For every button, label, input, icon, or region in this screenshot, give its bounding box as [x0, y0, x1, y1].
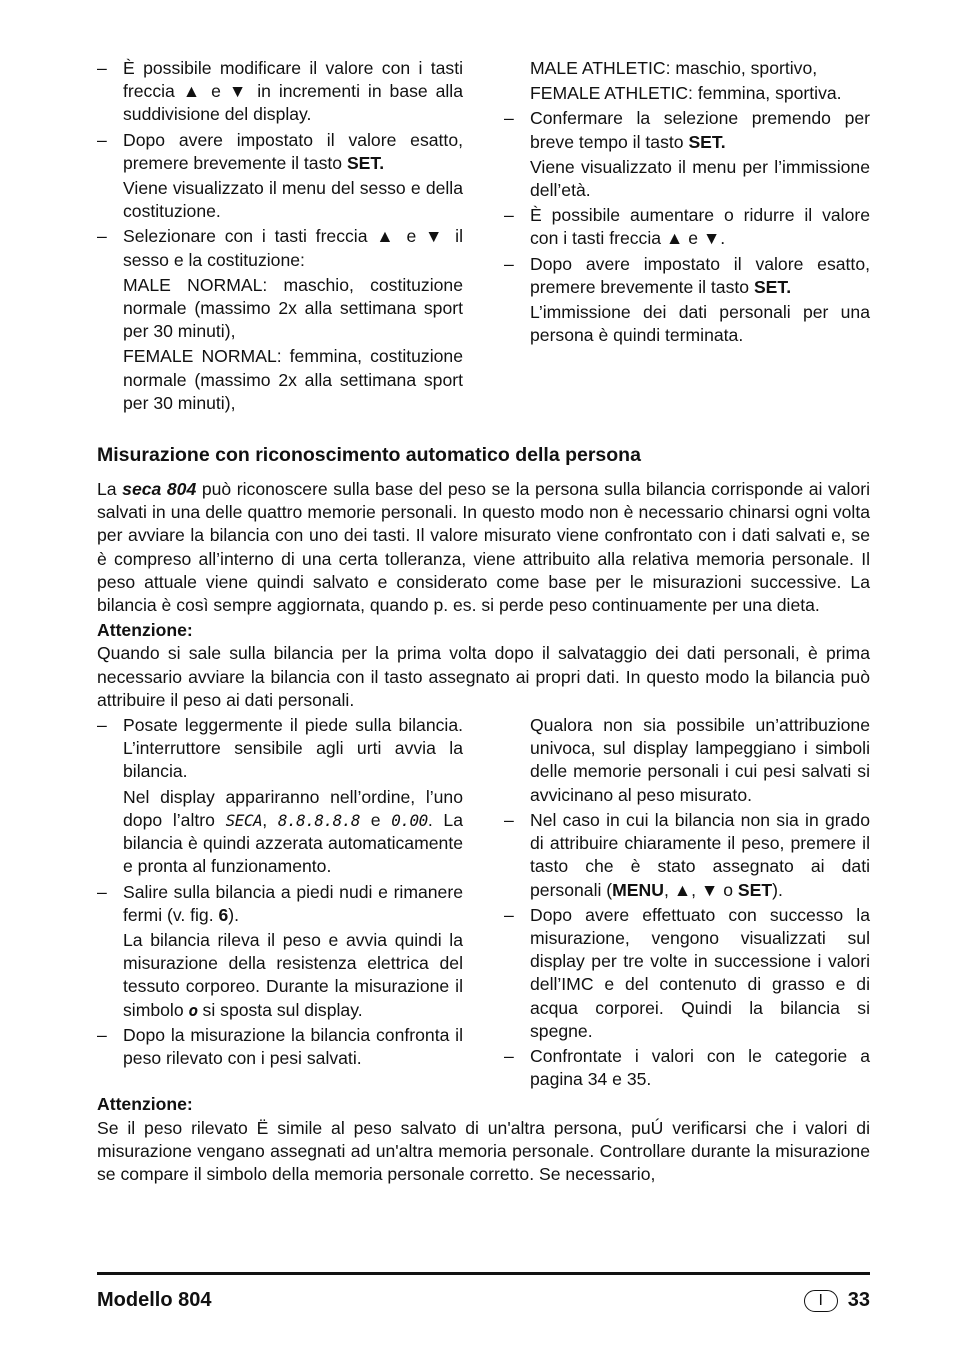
dash-bullet: – [504, 108, 514, 129]
dash-bullet: – [504, 904, 514, 925]
item-text: La bilancia rileva il peso e avvia quindi la misurazione della resistenza elettrica del tessuto corporeo. Durante la misurazione il simbolo o si sposta sul display. [123, 929, 463, 1020]
item-text: Selezionare con i tasti freccia ▲ e ▼ il sesso e la costituzione: [123, 226, 463, 270]
list-item [97, 57, 463, 127]
menu-key-label: MENU [612, 879, 664, 900]
item-text: Viene visualizzato il menu per l’immissione dell’età. [530, 156, 870, 201]
item-text: È possibile modificare il valore con i tasti freccia ▲ e ▼ in incrementi in base alla suddivisione del display. [123, 58, 463, 125]
page-content [97, 57, 870, 1186]
item-text: Dopo avere effettuato con successo la misurazione, vengono visualizzati sul display per tre volte in successione i valori dell’IMC e del contenuto di grasso e di acqua corporei. Quindi la bilancia si spegne. [530, 904, 870, 1041]
attention-text: Se il peso rilevato Ë simile al peso salvato di un'altra persona, puÚ verificarsi che i valori di misurazione vengano assegnati ad un'altra memoria personale. Controllare durante la misurazione se compare il simbolo della memoria personale corretto. Se necessario, [97, 1117, 870, 1184]
dash-bullet: – [504, 809, 514, 830]
set-key-label: SET. [688, 131, 726, 152]
list-item [504, 107, 870, 202]
attention-label: Attenzione: [97, 620, 193, 641]
page-footer [97, 1272, 870, 1312]
lcd-zero-display: 0.00 [391, 810, 428, 830]
page-info [804, 1289, 870, 1312]
top-left-column [97, 57, 463, 415]
dash-bullet: – [97, 226, 107, 247]
item-text: Dopo la misurazione la bilancia confronta il peso rilevato con i pesi salvati. [123, 1024, 463, 1068]
item-text: Confermare la selezione premendo per breve tempo il tasto SET. [530, 108, 870, 152]
item-text: Posate leggermente il piede sulla bilancia. L’interruttore sensibile agli urti avvia la bilancia. [123, 715, 463, 782]
dash-bullet: – [97, 1024, 107, 1045]
language-badge: I [804, 1290, 838, 1312]
list-item [504, 904, 870, 1043]
item-text: Dopo avere impostato il valore esatto, premere brevemente il tasto SET. [530, 253, 870, 297]
list-item [504, 809, 870, 902]
item-text: È possibile aumentare o ridurre il valore con i tasti freccia ▲ e ▼. [530, 205, 870, 249]
dash-bullet: – [97, 881, 107, 902]
item-text: Salire sulla bilancia a piedi nudi e rimanere fermi (v. fig. 6). [123, 881, 463, 925]
lcd-seca-display: SECA [225, 810, 263, 830]
list-item [97, 714, 463, 878]
top-columns [97, 57, 870, 415]
set-key-label: SET. [753, 276, 792, 297]
set-key-label: SET [737, 879, 773, 900]
brand-name: seca 804 [122, 479, 197, 500]
dash-bullet: – [97, 58, 107, 78]
dash-bullet: – [97, 715, 107, 736]
steps-columns [97, 714, 870, 1091]
list-item [97, 881, 463, 1022]
top-right-column [504, 57, 870, 415]
item-text: Dopo avere impostato il valore esatto, premere brevemente il tasto SET. [123, 129, 463, 173]
continued-text: FEMALE ATHLETIC: femmina, sportiva. [530, 83, 842, 104]
item-text: FEMALE NORMAL: femmina, costituzione normale (massimo 2x alla settimana sport per 30 minuti), [123, 346, 463, 413]
footer-row [97, 1289, 870, 1312]
set-key-label: SET. [346, 152, 385, 173]
model-name: Modello 804 [97, 1289, 212, 1311]
item-text: Nel display appariranno nell’ordine, l’uno dopo l’altro SECA, 8.8.8.8.8 e 0.00. La bilancia è quindi azzerata automaticamente e pronta al funzionamento. [123, 786, 463, 877]
steps-left-column [97, 714, 463, 1091]
measuring-symbol-icon: o [188, 1000, 198, 1020]
list-item [97, 1024, 463, 1070]
attention-text: Quando si sale sulla bilancia per la prima volta dopo il salvataggio dei dati personali, è prima necessario avviare la bilancia con il tasto assegnato ai propri dati. In questo modo la bilancia può attribuire il peso ai dati personali. [97, 643, 870, 710]
figure-ref: 6 [218, 904, 229, 925]
continued-text: MALE ATHLETIC: maschio, sportivo, [530, 58, 818, 78]
list-item [97, 225, 463, 415]
dash-bullet: – [504, 253, 514, 274]
item-text: Confrontate i valori con le categorie a pagina 34 e 35. [530, 1045, 870, 1090]
steps-right-column [504, 714, 870, 1091]
list-item [504, 253, 870, 348]
item-text: MALE NORMAL: maschio, costituzione normale (massimo 2x alla settimana sport per 30 minuti), [123, 274, 463, 342]
list-item [504, 1045, 870, 1091]
lcd-test-display: 8.8.8.8.8 [277, 810, 361, 830]
dash-bullet: – [504, 1045, 514, 1066]
attention-label: Attenzione: [97, 1094, 193, 1115]
list-item [97, 129, 463, 224]
section-heading: Misurazione con riconoscimento automatico della persona [97, 444, 641, 467]
dash-bullet: – [97, 129, 107, 150]
list-item [504, 204, 870, 250]
dash-bullet: – [504, 205, 514, 226]
item-text: Nel caso in cui la bilancia non sia in grado di attribuire chiaramente il peso, premere il tasto che è stato assegnato ai dati personali (MENU, ▲, ▼ o SET). [530, 809, 870, 900]
intro-paragraph: La seca 804 può riconoscere sulla base del peso se la persona sulla bilancia corrisponde ai valori salvati in una delle quattro memorie personali. In questo modo non è necessario chinarsi ogni volta per avviare la bilancia con uno dei tasti. Il valore misurato viene confrontato con i dati salvati e, se è compreso all’interno di una certa tolleranza, viene attribuito alla relativa memoria personale. Il peso attuale viene quindi salvato e considerato come base per le misurazioni successive. La bilancia è così sempre aggiornata, quando p. es. si perde peso continuamente per una dieta. [97, 479, 871, 616]
item-text: Viene visualizzato il menu del sesso e della costituzione. [123, 178, 463, 222]
item-text: L’immissione dei dati personali per una persona è quindi terminata. [530, 302, 870, 346]
continued-text: Qualora non sia possibile un’attribuzione univoca, sul display lampeggiano i simboli delle memorie personali i cui pesi salvati si avvicinano al peso misurato. [530, 715, 870, 805]
page-number: 33 [847, 1289, 870, 1311]
